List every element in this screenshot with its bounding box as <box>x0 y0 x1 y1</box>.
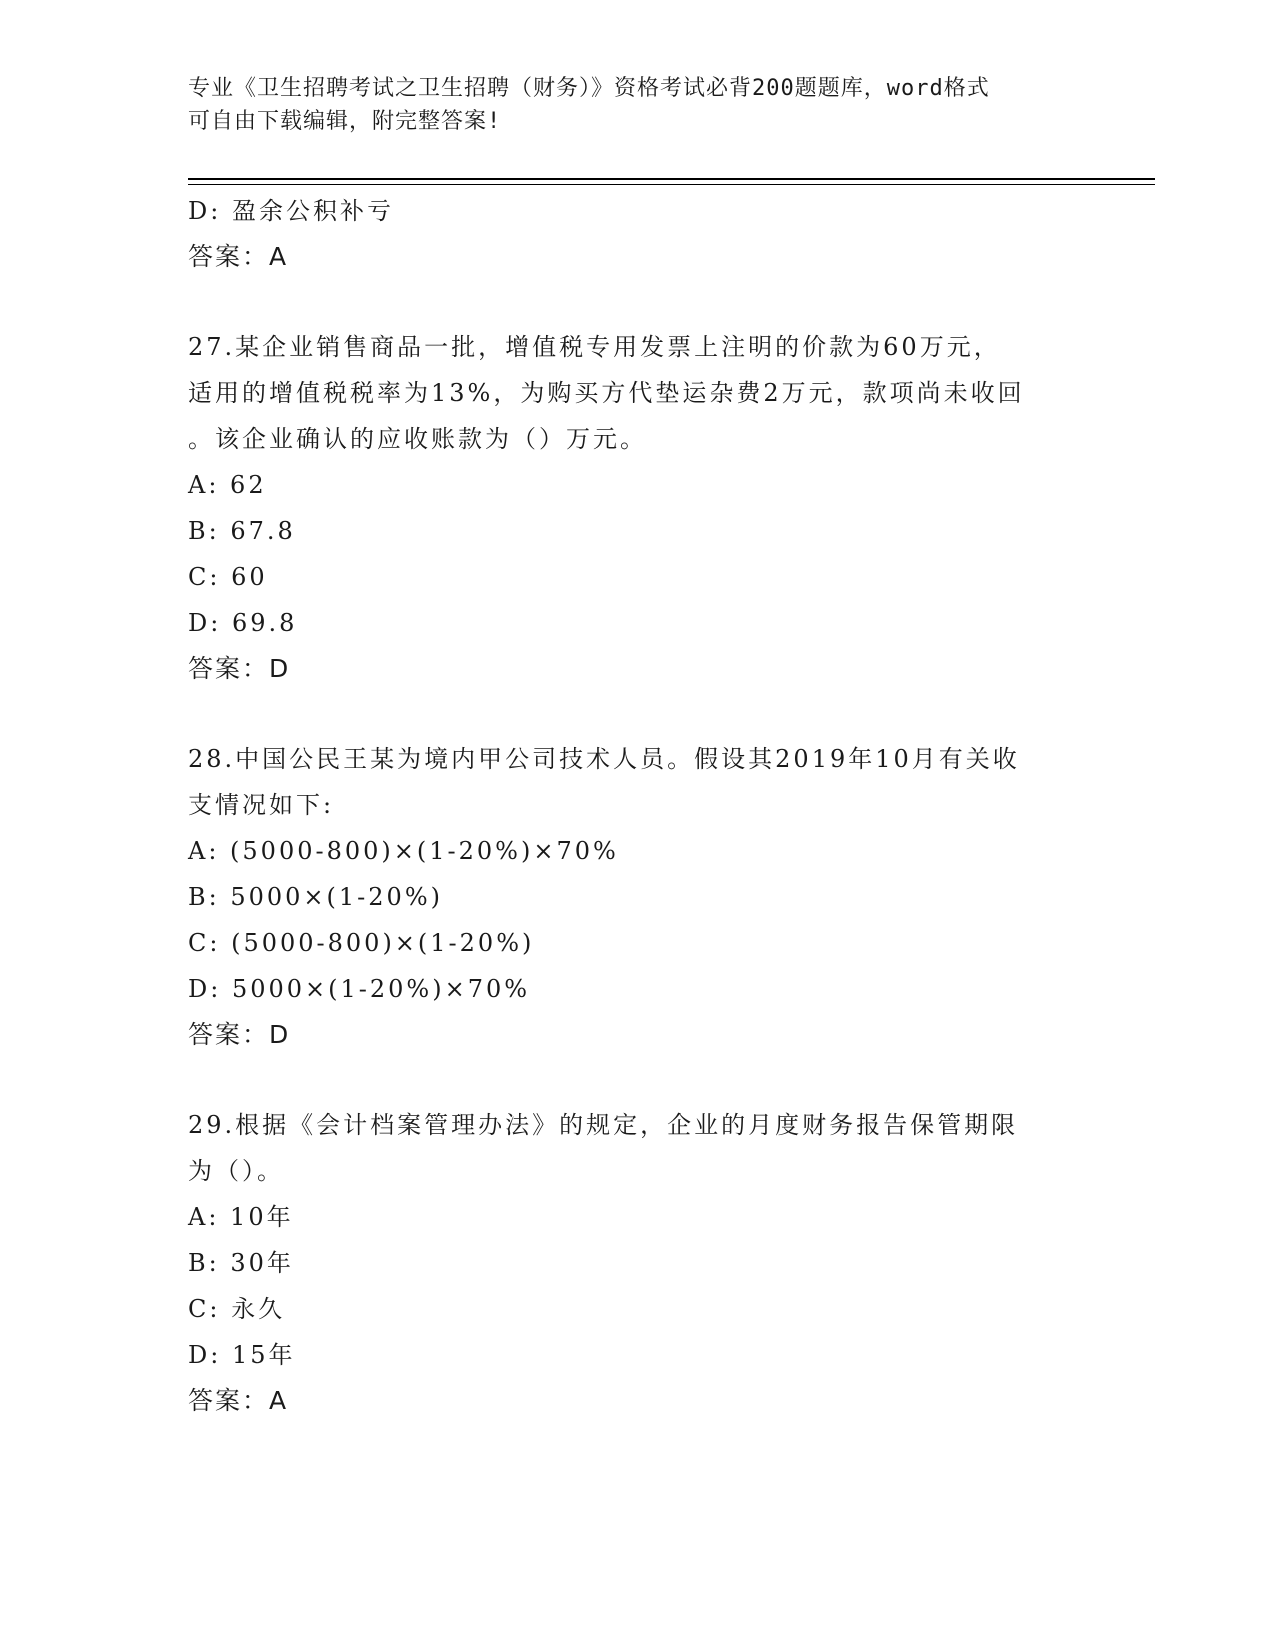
question-28-answer: 答案：D <box>188 1020 291 1049</box>
question-27-line-3: 。该企业确认的应收账款为（）万元。 <box>188 425 647 453</box>
question-28-option-d: D: 5000×(1-20%)×70% <box>188 975 531 1003</box>
header-line-1: 专业《卫生招聘考试之卫生招聘（财务）》资格考试必背200题题库，word格式 <box>188 76 990 101</box>
question-27 <box>188 324 1088 692</box>
question-27-option-a: A: 62 <box>188 471 267 499</box>
document-body <box>188 188 1088 1424</box>
question-28-option-c: C: (5000-800)×(1-20%) <box>188 929 535 957</box>
header-line-2: 可自由下载编辑，附完整答案! <box>188 109 502 134</box>
question-28 <box>188 736 1088 1058</box>
question-29-option-a: A: 10年 <box>188 1203 294 1231</box>
question-29-option-d: D: 15年 <box>188 1341 296 1369</box>
question-27-option-b: B: 67.8 <box>188 517 296 545</box>
question-28-option-a: A: (5000-800)×(1-20%)×70% <box>188 837 619 865</box>
question-27-answer: 答案：D <box>188 654 291 683</box>
question-29-line-1: 29.根据《会计档案管理办法》的规定，企业的月度财务报告保管期限 <box>188 1111 1019 1139</box>
question-27-line-2: 适用的增值税税率为13%，为购买方代垫运杂费2万元，款项尚未收回 <box>188 379 1025 407</box>
question-29 <box>188 1102 1088 1424</box>
question-28-option-b: B: 5000×(1-20%) <box>188 883 443 911</box>
question-28-line-2: 支情况如下: <box>188 791 335 819</box>
prev-answer: 答案：A <box>188 242 289 271</box>
question-29-option-c: C: 永久 <box>188 1295 286 1323</box>
prev-option-d: D: 盈余公积补亏 <box>188 197 394 225</box>
question-27-line-1: 27.某企业销售商品一批，增值税专用发票上注明的价款为60万元， <box>188 333 1001 361</box>
question-27-option-d: D: 69.8 <box>188 609 298 637</box>
header-divider-thick <box>188 178 1155 180</box>
question-27-option-c: C: 60 <box>188 563 268 591</box>
question-28-line-1: 28.中国公民王某为境内甲公司技术人员。假设其2019年10月有关收 <box>188 745 1020 773</box>
question-29-line-2: 为（）。 <box>188 1157 284 1185</box>
question-29-answer: 答案：A <box>188 1386 289 1415</box>
question-29-option-b: B: 30年 <box>188 1249 294 1277</box>
header-divider-thin <box>188 184 1155 185</box>
document-header <box>188 72 1088 138</box>
